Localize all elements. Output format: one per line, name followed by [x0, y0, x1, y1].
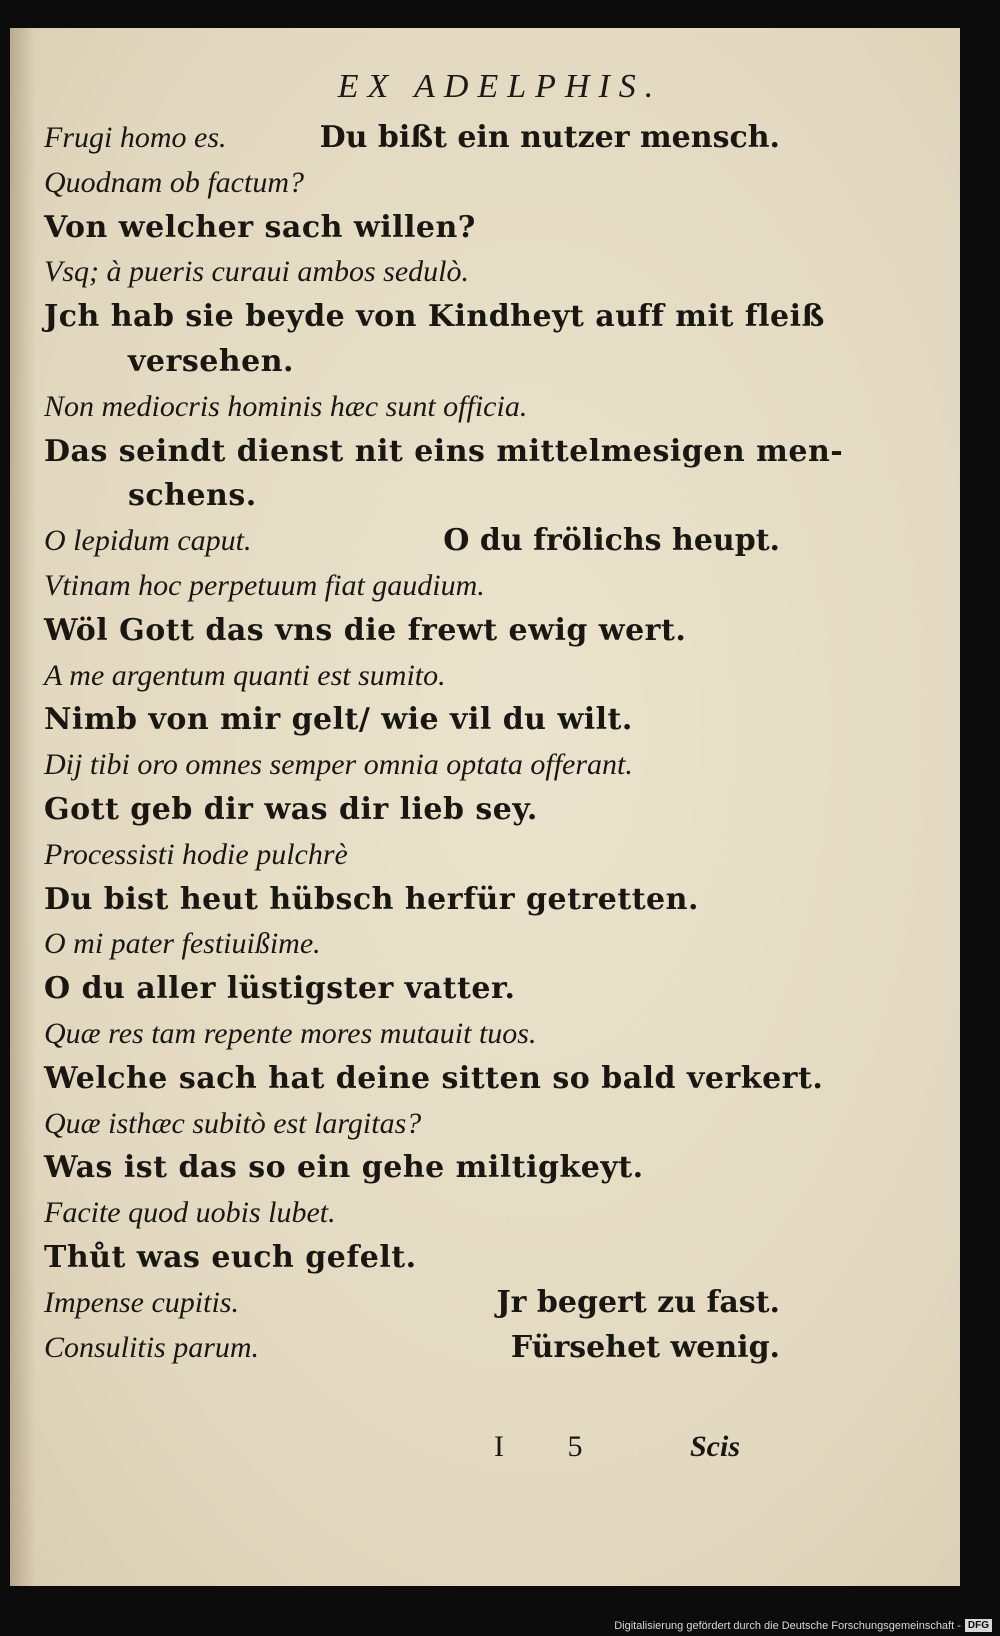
text-line: [44, 432, 844, 472]
line-text: Was ist das so ein gehe miltigkeyt.: [44, 1150, 644, 1186]
text-line: [44, 1014, 780, 1054]
text-line: [44, 969, 780, 1009]
line-text: Processisti hodie pulchrè: [44, 837, 348, 871]
line-text: versehen.: [128, 344, 294, 379]
line-text: Wöl Gott das vns die frewt ewig wert.: [44, 612, 687, 648]
line-text: Vtinam hoc perpetuum fiat gaudium.: [44, 569, 485, 602]
line-text: schens.: [128, 478, 257, 514]
text-line: [44, 1104, 780, 1144]
text-line: [44, 1283, 780, 1323]
line-text: Gott geb dir was dir lieb sey.: [44, 792, 538, 827]
text-line: [44, 1148, 780, 1188]
line-text: Das seindt dienst nit eins mittelmesigen men-: [44, 433, 844, 469]
line-text: Quodnam ob factum?: [44, 165, 304, 199]
line-text: Non mediocris hominis hæc sunt officia.: [44, 389, 528, 423]
text-line: [44, 1193, 780, 1233]
line-text: O du aller lüstigster vatter.: [44, 971, 516, 1007]
line-text: Von welcher sach willen?: [44, 209, 476, 245]
line-translation: O du frölichs heupt.: [443, 523, 780, 559]
running-header: EX ADELPHIS.: [337, 68, 663, 105]
line-translation: Jr begert zu fast.: [496, 1284, 780, 1320]
text-line: [44, 745, 780, 785]
line-text: Quæ isthæc subitò est largitas?: [44, 1106, 422, 1140]
text-line: [44, 118, 780, 158]
text-line: [44, 566, 780, 606]
text-line: [44, 208, 780, 248]
text-line: [44, 1238, 780, 1278]
text-line: [44, 252, 780, 292]
book-page: [10, 28, 960, 1586]
text-line: [44, 880, 780, 920]
text-line: [44, 611, 780, 651]
line-translation: Fürsehet wenig.: [510, 1329, 780, 1365]
text-line: [128, 476, 780, 516]
text-line: [44, 700, 780, 740]
text-line: [44, 297, 825, 337]
text-line: [44, 656, 780, 696]
line-text: Nimb von mir gelt/ wie vil du wilt.: [44, 702, 633, 738]
text-line: [44, 163, 780, 203]
text-line: [44, 924, 780, 964]
line-text: Quæ res tam repente mores mutauit tuos.: [44, 1017, 537, 1050]
line-text: Frugi homo es.: [44, 121, 227, 154]
dfg-credit: [614, 1619, 992, 1632]
line-text: O mi pater festiuißime.: [44, 927, 321, 961]
line-text: Facite quod uobis lubet.: [44, 1196, 336, 1230]
text-line: [44, 387, 780, 427]
line-text: A me argentum quanti est sumito.: [44, 658, 446, 692]
line-text: O lepidum caput.: [44, 524, 252, 558]
line-text: Thůt was euch gefelt.: [44, 1240, 417, 1275]
text-line: [44, 1328, 780, 1368]
text-line: [44, 1059, 824, 1099]
line-text: Impense cupitis.: [44, 1285, 239, 1319]
dfg-logo-icon: DFG: [965, 1619, 992, 1632]
text-line: [44, 835, 780, 875]
text-line: [128, 342, 780, 382]
line-translation: Du bißt ein nutzer mensch.: [319, 120, 780, 155]
catchword: Scis: [690, 1430, 741, 1463]
dfg-credit-text: Digitalisierung gefördert durch die Deutsche Forschungsgemeinschaft -: [614, 1619, 961, 1632]
line-text: Jch hab sie beyde von Kindheyt auff mit fleiß: [44, 299, 825, 335]
line-text: Du bist heut hübsch herfür getretten.: [44, 881, 699, 917]
signature-mark: I 5: [494, 1430, 611, 1463]
text-line: [44, 521, 780, 561]
line-text: Welche sach hat deine sitten so bald verkert.: [44, 1060, 824, 1096]
line-text: Dij tibi oro omnes semper omnia optata offerant.: [44, 748, 633, 782]
text-line: [44, 790, 780, 830]
line-text: Consulitis parum.: [44, 1330, 260, 1364]
line-text: Vsq; à pueris curaui ambos sedulò.: [44, 255, 469, 289]
page-gutter-shadow: [10, 28, 36, 1586]
